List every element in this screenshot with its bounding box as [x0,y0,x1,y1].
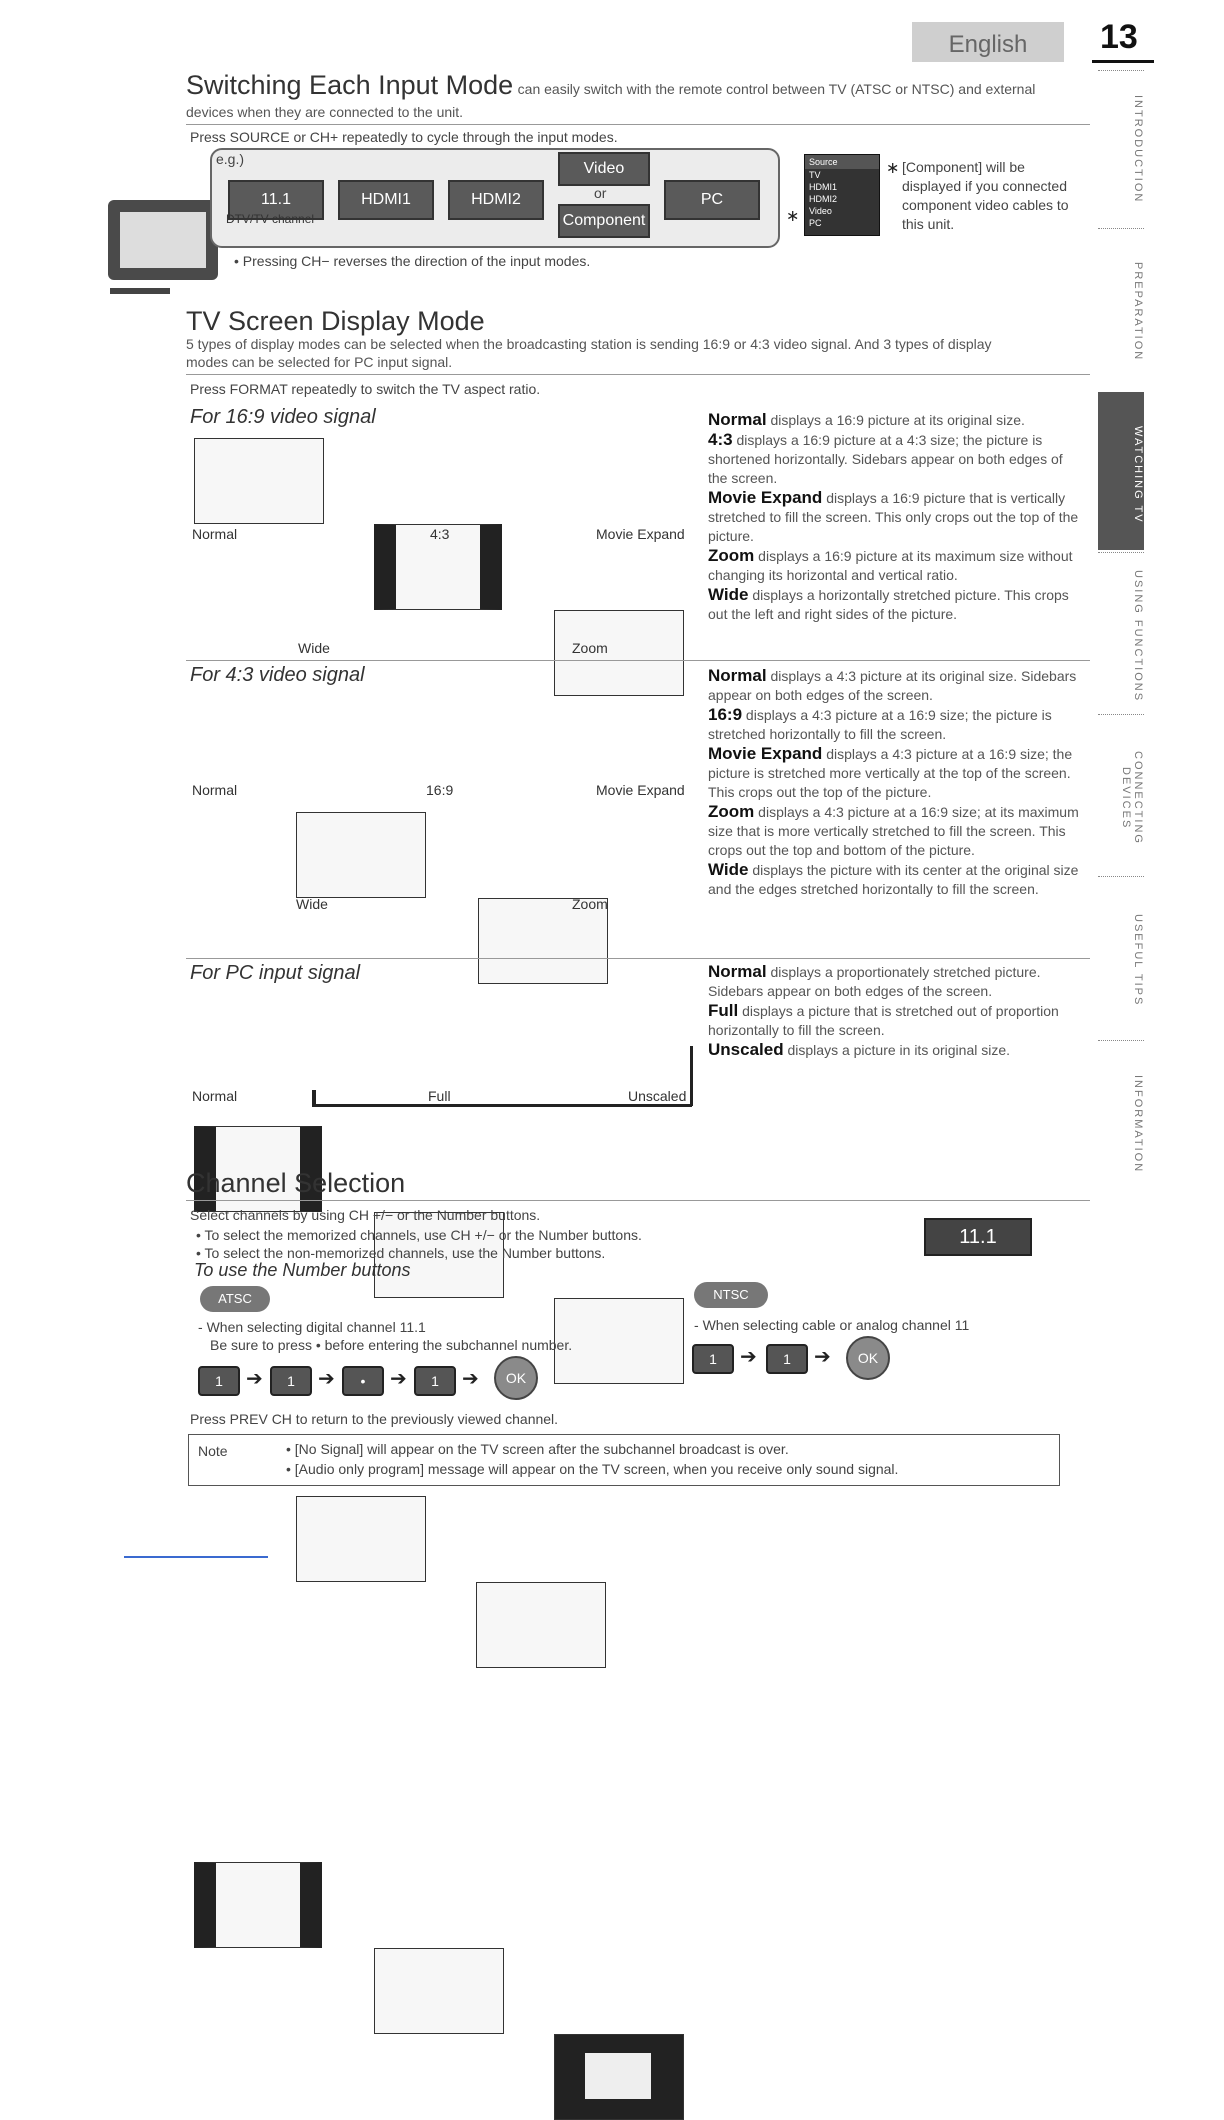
divider [186,1200,1090,1201]
desc-item: Full displays a picture that is stretched out of proportion horizontally to fill the screen. [708,1001,1059,1038]
dot-button[interactable]: • [342,1366,384,1396]
atsc-line1: - When selecting digital channel 11.1 [198,1319,426,1335]
number-button-1[interactable]: 1 [766,1344,808,1374]
display-mode-title: TV Screen Display Mode [186,306,485,336]
note-item: • [Audio only program] message will appear on the TV screen, when you receive only sound signal. [286,1461,899,1477]
page-number-underline [1092,60,1154,63]
divider [186,958,1090,959]
atsc-badge: ATSC [200,1286,270,1312]
language-tab: English [912,22,1064,62]
desc-43 [708,666,1084,899]
caption-movie-expand: Movie Expand [596,526,685,542]
side-tab-preparation[interactable]: PREPARATION [1098,228,1144,387]
side-tab-introduction[interactable]: INTRODUCTION [1098,70,1144,219]
source-menu-item: HDMI1 [809,182,838,192]
source-menu-item: Video [809,206,832,216]
arrow-icon: ➔ [318,1368,335,1390]
pressing-ch-note: • Pressing CH− reverses the direction of the input modes. [234,253,591,269]
note-text: [Audio only program] message will appear on the TV screen, when you receive only sound signal. [294,1461,899,1477]
mode-video: Video [558,152,650,186]
number-buttons-heading: To use the Number buttons [194,1260,411,1280]
divider [186,374,1090,375]
caption-normal: Normal [192,526,238,542]
mode-hdmi2: HDMI2 [448,180,544,220]
number-button-1[interactable]: 1 [270,1366,312,1396]
mode-dtv-channel: 11.1 [228,180,324,220]
arrow-icon: ➔ [390,1368,407,1390]
note-item: • [No Signal] will appear on the TV screen after the subchannel broadcast is over. [286,1441,789,1457]
cycle-bracket-right [690,1046,693,1106]
number-button-1[interactable]: 1 [692,1344,734,1374]
desc-item: Wide displays a horizontally stretched picture. This crops out the left and right sides of the picture. [708,585,1069,622]
number-button-1[interactable]: 1 [414,1366,456,1396]
input-mode-title: Switching Each Input Mode [186,70,514,100]
component-note: [Component] will be displayed if you connected component video cables to this unit. [902,159,1069,232]
source-menu-item: PC [809,218,822,228]
caption-movie-expand: Movie Expand [596,782,685,798]
ntsc-badge: NTSC [694,1282,768,1308]
desc-item: 16:9 displays a 4:3 picture at a 16:9 size; the picture is stretched horizontally to fill the screen. [708,705,1052,742]
display-mode-line1: 5 types of display modes can be selected when the broadcasting station is sending 16:9 or 4:3 video signal. And 3 types of display [186,336,992,352]
ntsc-line: - When selecting cable or analog channel 11 [694,1317,970,1333]
mode-pc: PC [664,180,760,220]
side-tab-information[interactable]: INFORMATION [1098,1040,1144,1199]
ok-button[interactable]: OK [494,1356,538,1400]
channel-screen-display: 11.1 [924,1218,1032,1256]
source-menu-title: Source [805,155,879,169]
caption-normal: Normal [192,1088,238,1104]
caption-zoom: Zoom [572,896,608,912]
side-tab-connecting-devices[interactable]: CONNECTING DEVICES [1098,714,1144,873]
input-mode-subtitle: can easily switch with the remote control between TV (ATSC or NTSC) and external [517,81,1036,97]
or-label: or [594,185,607,201]
note-label: Note [198,1443,228,1459]
footer-line [124,1556,268,1558]
tv-zoom-43 [476,1582,606,1668]
caption-unscaled: Unscaled [628,1088,687,1104]
side-tab-using-functions[interactable]: USING FUNCTIONS [1098,552,1144,711]
page-number: 13 [1100,18,1138,56]
input-mode-heading [186,70,1066,101]
input-mode-instruction: Press SOURCE or CH+ repeatedly to cycle through the input modes. [190,129,618,145]
desc-item: Wide displays the picture with its center at the original size and the edges stretched horizontally to fill the screen. [708,860,1079,897]
desc-169 [708,410,1084,624]
arrow-icon: ➔ [462,1368,479,1390]
arrow-icon: ➔ [814,1346,831,1368]
caption-wide: Wide [298,640,330,656]
arrow-icon: ➔ [246,1368,263,1390]
channel-title: Channel Selection [186,1168,406,1198]
desc-item: Movie Expand displays a 16:9 picture that is vertically stretched to fill the screen. This only crops out the top of the picture. [708,488,1079,544]
display-mode-line2: modes can be selected for PC input signal. [186,354,453,370]
number-button-1[interactable]: 1 [198,1366,240,1396]
prev-ch-instruction: Press PREV CH to return to the previously viewed channel. [190,1411,559,1427]
component-note-star: ∗ [886,160,900,177]
mode-component: Component [558,204,650,238]
channel-bullet2: • To select the non-memorized channels, use the Number buttons. [196,1245,606,1261]
tv-normal-pc [194,1862,322,1948]
ntsc-line-text: When selecting cable or analog channel 11 [702,1317,970,1333]
source-menu [804,154,880,236]
desc-item: Zoom displays a 4:3 picture at a 16:9 size; at its maximum size that is more vertically stretched to fill the screen. This crops out the top and bottom of the picture. [708,802,1079,858]
channel-bullet1: • To select the memorized channels, use CH +/− or the Number buttons. [196,1227,642,1243]
eg-label: e.g.) [216,151,245,167]
unscaled-picture [585,2053,651,2099]
input-mode-subtitle-2: devices when they are connected to the unit. [186,104,464,120]
pressing-ch-text: Pressing CH− reverses the direction of the input modes. [242,253,591,269]
desc-pc [708,962,1084,1060]
side-tab-watching-tv[interactable]: WATCHING TV [1098,392,1144,550]
tv-stand [110,288,170,294]
arrow-icon: ➔ [740,1346,757,1368]
desc-item: Normal displays a 16:9 picture at its original size. [708,410,1025,429]
tv-full-pc [374,1948,504,2034]
bullet-text: To select the memorized channels, use CH +/− or the Number buttons. [204,1227,642,1243]
source-menu-item: TV [809,170,821,180]
tv-screen [120,212,206,268]
atsc-line1-text: When selecting digital channel 11.1 [206,1319,426,1335]
desc-item: Movie Expand displays a 4:3 picture at a 16:9 size; the picture is stretched more vertically at the top of the screen. This crops out the top of the picture. [708,744,1073,800]
tv-unscaled-pc [554,2034,684,2120]
caption-zoom: Zoom [572,640,608,656]
divider [186,124,1090,125]
mode-hdmi1: HDMI1 [338,180,434,220]
desc-item: Normal displays a 4:3 picture at its original size. Sidebars appear on both edges of the screen. [708,666,1077,703]
divider [186,660,1090,661]
dtv-channel-label: DTV/TV channel [226,212,315,226]
tv-wide-43 [296,1496,426,1582]
star-marker: ∗ [786,208,800,225]
caption-normal: Normal [192,782,238,798]
heading-43: For 4:3 video signal [190,664,365,686]
caption-43: 4:3 [430,526,450,542]
caption-wide: Wide [296,896,328,912]
cycle-bracket-bottom [312,1104,692,1107]
side-tab-useful-tips[interactable]: USEFUL TIPS [1098,876,1144,1035]
caption-169: 16:9 [426,782,454,798]
tv-movie-expand-43 [554,1298,684,1384]
bullet-text: To select the non-memorized channels, use the Number buttons. [204,1245,606,1261]
desc-item: Zoom displays a 16:9 picture at its maximum size without changing its horizontal and vertical ratio. [708,546,1073,583]
desc-item: Unscaled displays a picture in its original size. [708,1040,1011,1059]
caption-full: Full [428,1088,451,1104]
source-menu-item: HDMI2 [809,194,838,204]
note-text: [No Signal] will appear on the TV screen after the subchannel broadcast is over. [294,1441,789,1457]
atsc-line2: Be sure to press • before entering the subchannel number. [210,1337,573,1353]
ok-button[interactable]: OK [846,1336,890,1380]
format-instruction: Press FORMAT repeatedly to switch the TV aspect ratio. [190,381,541,397]
tv-wide-169 [296,812,426,898]
heading-pc: For PC input signal [190,962,361,984]
desc-item: Normal displays a proportionately stretched picture. Sidebars appear on both edges of the screen. [708,962,1041,999]
channel-line1: Select channels by using CH +/− or the Number buttons. [190,1207,541,1223]
desc-item: 4:3 displays a 16:9 picture at a 4:3 size; the picture is shortened horizontally. Sidebars appear on both edges of the screen. [708,430,1063,486]
tv-normal-169 [194,438,324,524]
heading-169: For 16:9 video signal [190,406,376,428]
